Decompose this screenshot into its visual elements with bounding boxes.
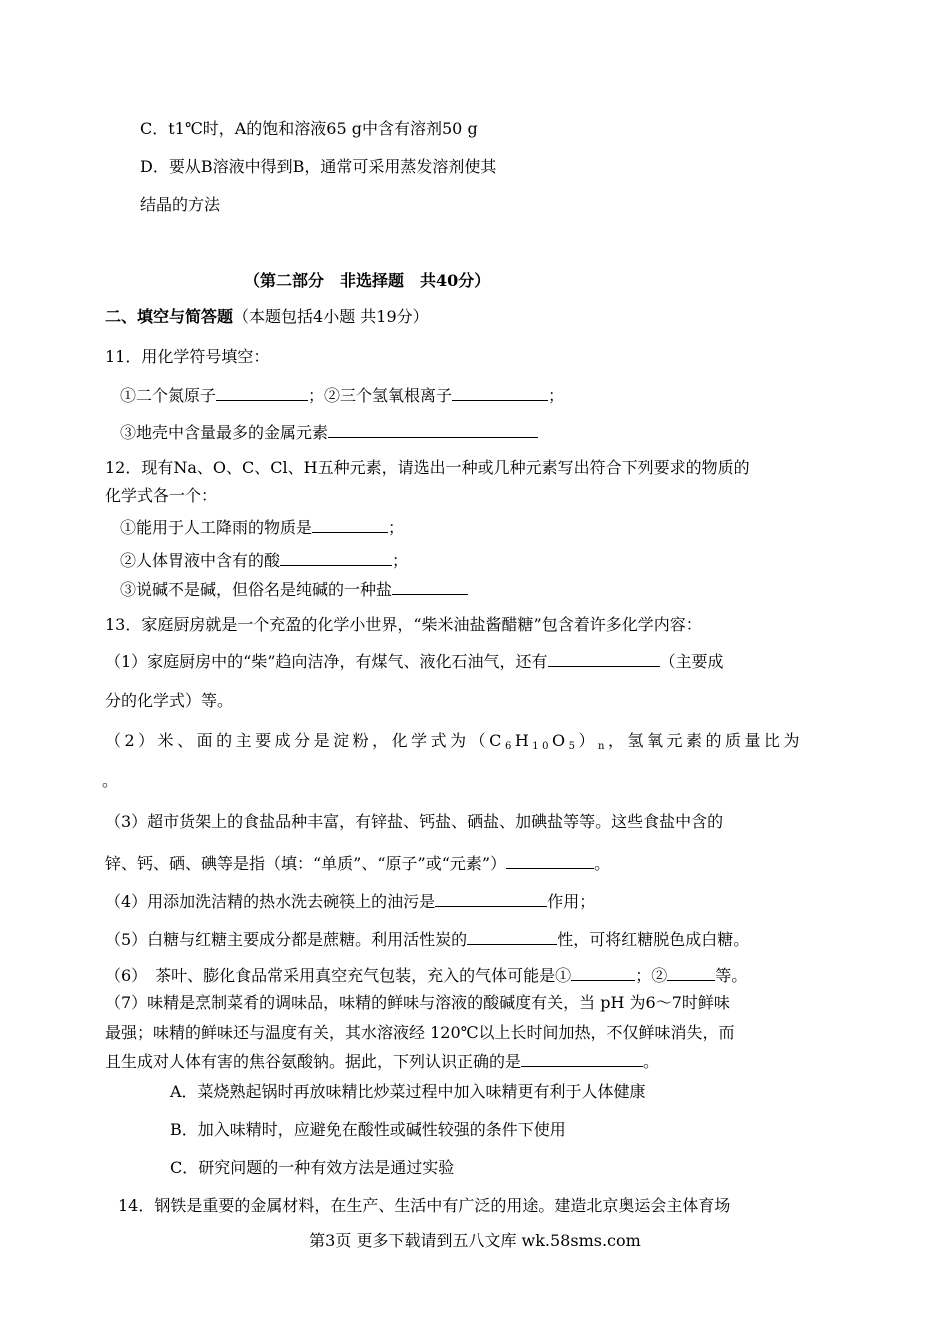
section2-title: 二、填空与简答题: [105, 307, 234, 326]
q11-stem: 11．用化学符号填空：: [105, 347, 270, 366]
q13-blank-7: [521, 1050, 643, 1067]
q13-part2-sub-5: 5: [568, 741, 579, 752]
q13-part7-line2: 最强；味精的鲜味还与温度有关，其水溶液经 120℃以上长时间加热，不仅鲜味消失，而: [105, 1023, 735, 1042]
q13-part1-text-a: （1）家庭厨房中的“柴”趋向洁净，有煤气、液化石油气，还有: [105, 652, 548, 671]
q13-part5-text-b: 性，可将红糖脱色成白糖。: [557, 930, 750, 949]
q13-option-c: C．研究问题的一种有效方法是通过实验: [170, 1158, 455, 1177]
q12-end-b: ；: [392, 551, 409, 570]
q11-blank-b: [452, 384, 548, 401]
q13-blank-1: [548, 650, 660, 667]
q13-blank-4: [435, 890, 547, 907]
q12-blank-a: [312, 516, 388, 533]
q13-part5-text-a: （5）白糖与红糖主要成分都是蔗糖。利用活性炭的: [105, 930, 468, 949]
q12-line-c: [120, 578, 468, 601]
q13-part2-text-b: ，氢氧元素的质量比为: [607, 731, 803, 750]
q12-line-a: [120, 516, 404, 539]
q13-part7-line1: （7）味精是烹制菜肴的调味品，味精的鲜味与溶液的酸碱度有关，当 pH 为6～7时鲜味: [105, 993, 730, 1012]
q13-part3-line2: [105, 852, 610, 875]
q13-stem: 13．家庭厨房就是一个充盈的化学小世界，“柴米油盐酱醋糖”包含着许多化学内容：: [105, 615, 702, 634]
q12-blank-b: [280, 549, 392, 566]
q12-stem-line1: 12．现有Na、O、C、Cl、H五种元素，请选出一种或几种元素写出符合下列要求的物质的: [105, 458, 750, 477]
q13-part5: [105, 928, 749, 951]
q11-line2: [120, 421, 538, 444]
q13-part6-text-c: 等。: [715, 966, 748, 985]
q13-part1-text-b: （主要成: [659, 652, 724, 671]
q12-item-a: ①能用于人工降雨的物质是: [120, 518, 313, 537]
q13-part2-text-a: （2）米、面的主要成分是淀粉，化学式为（C: [105, 731, 505, 750]
q13-part3-line1: （3）超市货架上的食盐品种丰富，有锌盐、钙盐、硒盐、加碘盐等等。这些食盐中含的: [105, 812, 724, 831]
q13-part2-close: ）: [578, 731, 599, 750]
q13-part7-line3: [105, 1050, 659, 1073]
q12-stem-line2: 化学式各一个：: [105, 486, 218, 505]
q13-part3-end: 。: [594, 854, 611, 873]
q11-item-c: ③地壳中含量最多的金属元素: [120, 423, 329, 442]
q13-part2-sub-6: 6: [504, 741, 515, 752]
q13-part2-sub-10: 10: [532, 741, 552, 752]
q11-blank-a: [216, 384, 308, 401]
q11-item-a: ①二个氮原子: [120, 386, 217, 405]
q12-end-a: ；: [388, 518, 405, 537]
q13-part6: [105, 964, 747, 987]
q12-line-b: [120, 549, 408, 572]
section2-title-line: [105, 306, 429, 328]
q13-part2-sub-n: n: [598, 741, 608, 752]
q13-part6-text-a: （6） 茶叶、膨化食品常采用真空充气包装，充入的气体可能是①: [105, 966, 572, 985]
q13-blank-3: [506, 852, 594, 869]
q10-option-d-line2: 结晶的方法: [140, 195, 221, 214]
q13-part7-end: 。: [643, 1052, 660, 1071]
q13-part6-text-b: ；②: [635, 966, 668, 985]
q13-part2-o: O: [552, 731, 569, 750]
q13-part2-h: H: [514, 731, 533, 750]
q13-part4-text-b: 作用；: [547, 892, 596, 911]
q10-option-d-line1: D．要从B溶液中得到B，通常可采用蒸发溶剂使其: [140, 157, 497, 176]
q13-blank-6a: [571, 964, 635, 981]
q13-option-a: A．菜烧熟起锅时再放味精比炒菜过程中加入味精更有利于人体健康: [170, 1082, 646, 1101]
q13-part3-text-b: 锌、钙、硒、碘等是指（填：“单质”、“原子”或“元素”）: [105, 854, 507, 873]
section2-note: （本题包括4小题 共19分）: [233, 307, 429, 326]
q13-part1-line1: [105, 650, 724, 673]
q13-blank-5: [467, 928, 557, 945]
q13-part1-line2: 分的化学式）等。: [105, 691, 234, 710]
q11-blank-c: [328, 421, 538, 438]
part2-heading: （第二部分 非选择题 共40分）: [244, 271, 491, 290]
q10-option-c: C．t1℃时，A的饱和溶液65 g中含有溶剂50 g: [140, 119, 478, 138]
q12-item-c: ③说碱不是碱，但俗名是纯碱的一种盐: [120, 580, 393, 599]
q12-blank-c: [392, 578, 468, 595]
q13-part2-line2: 。: [102, 771, 119, 790]
q11-line1: [120, 384, 564, 407]
q13-part4-text-a: （4）用添加洗洁精的热水洗去碗筷上的油污是: [105, 892, 436, 911]
q11-item-b: ②三个氢氧根离子: [324, 386, 453, 405]
page-footer: 第3页 更多下载请到五八文库 wk.58sms.com: [309, 1231, 641, 1250]
q11-sep1: ；: [308, 386, 325, 405]
q13-option-b: B．加入味精时，应避免在酸性或碱性较强的条件下使用: [170, 1120, 566, 1139]
q12-item-b: ②人体胃液中含有的酸: [120, 551, 281, 570]
q14-stem: 14．钢铁是重要的金属材料，在生产、生活中有广泛的用途。建造北京奥运会主体育场: [118, 1196, 731, 1215]
q13-part7-text-c: 且生成对人体有害的焦谷氨酸钠。据此，下列认识正确的是: [105, 1052, 522, 1071]
q13-part2-line1: [105, 730, 803, 758]
q11-sep2: ；: [548, 386, 565, 405]
q13-part4: [105, 890, 595, 913]
q13-blank-6b: [667, 964, 715, 981]
